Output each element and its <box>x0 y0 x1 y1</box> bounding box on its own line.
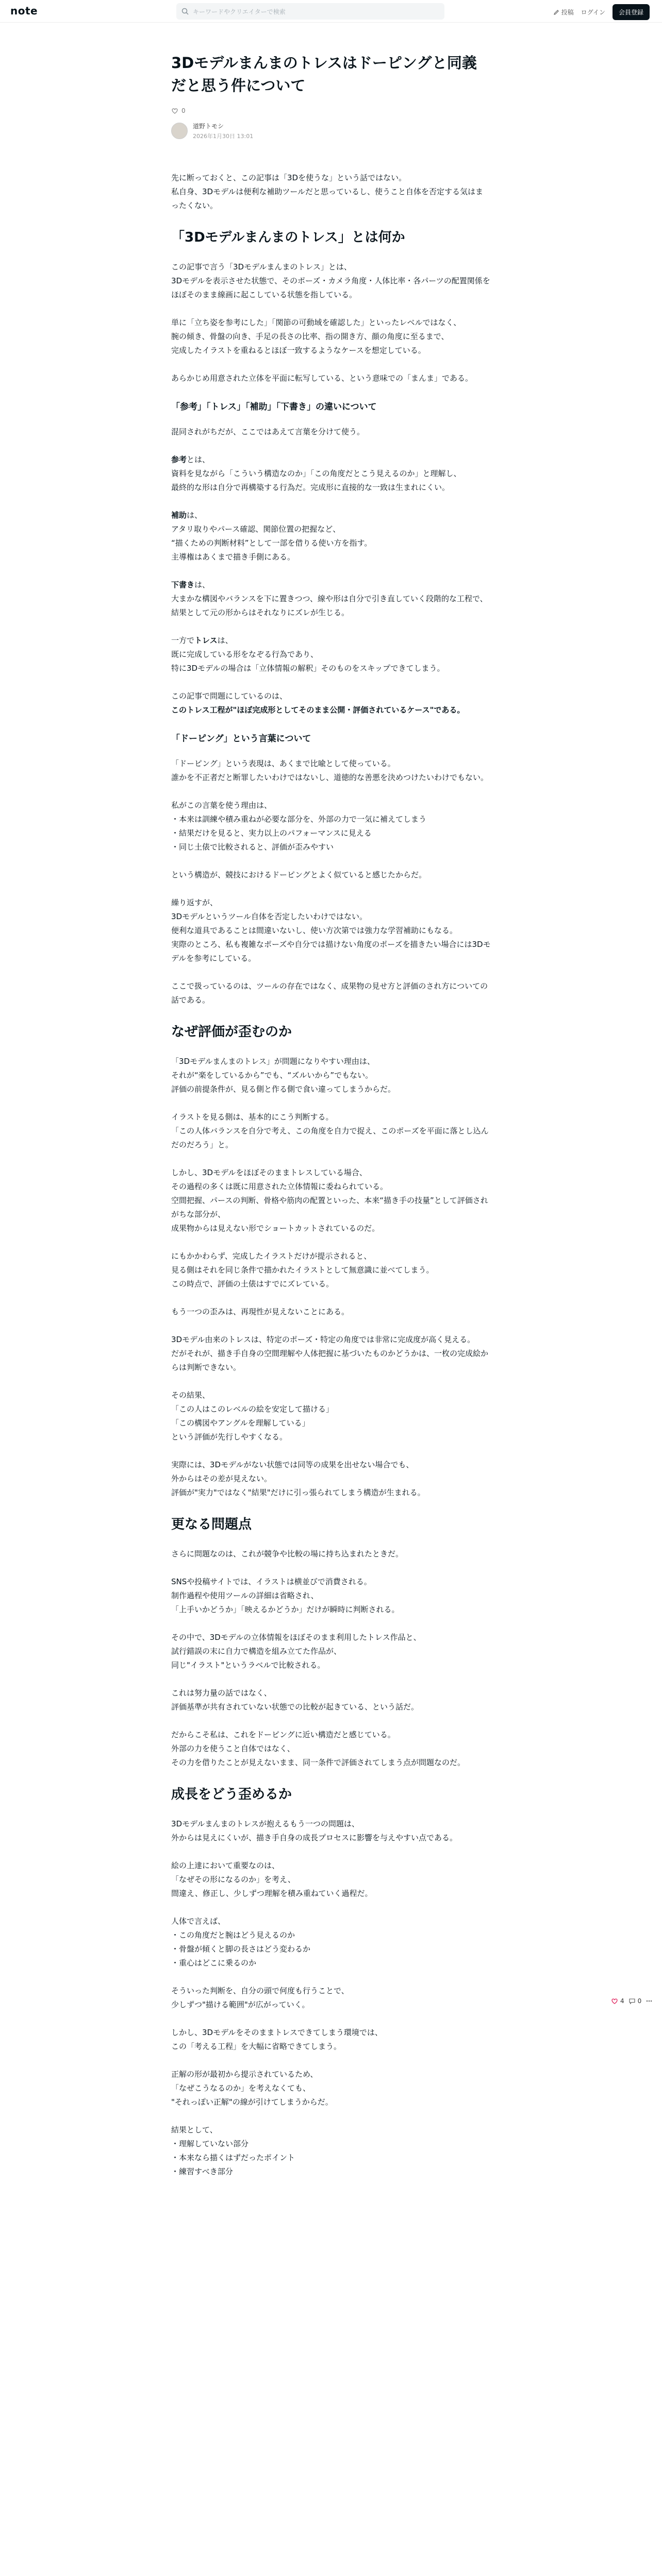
like-count: 0 <box>181 107 186 114</box>
article-body <box>171 171 491 2179</box>
term-text: は、 アタリ取りやパース確認、関節位置の把握など、 “描くための判断材料”として一部を借りる使い方を指す。 主導権はあくまで描き手側にある。 <box>171 511 372 562</box>
paragraph: 正解の形が最初から提示されているため、 「なぜこうなるのか」を考えなくても、 "それっぽい正解"の線が引けてしまうからだ。 <box>171 2070 333 2107</box>
paragraph: 繰り返すが、 3Dモデルというツール自体を否定したいわけではない。 便利な道具であることは間違いないし、使い方次第では強力な学習補助にもなる。 実際のところ、私も複雑なポーズや自分では描けない角度のポーズを描きたい場合には3Dモデルを参考にしている。 <box>171 898 491 963</box>
paragraph: だからこそ私は、これをドーピングに近い構造だと感じている。 外部の力を使うこと自体ではなく、 その力を借りたことが見えないまま、同一条件で評価されてしまう点が問題なのだ。 <box>171 1730 466 1767</box>
paragraph: その結果、 「この人はこのレベルの絵を安定して描ける」 「この構図やアングルを理解している」 という評価が先行しやすくなる。 <box>171 1391 334 1442</box>
paragraph: という構造が、競技におけるドーピングとよく似ていると感じたからだ。 <box>171 870 427 879</box>
paragraph: 私がこの言葉を使う理由は、 ・本来は訓練や積み重ねが必要な部分を、外部の力で一気に補えてしまう ・結果だけを見ると、実力以上のパフォーマンスに見える ・同じ土俵で比較されると、評価が歪みやすい <box>171 801 427 852</box>
term-text: とは、 資料を見ながら「こういう構造なのか」「この角度だとこう見えるのか」と理解し、 最終的な形は自分で再構築する行為だ。完成形に直接的な一致は生まれにくい。 <box>171 455 461 492</box>
post-label: 投稿 <box>561 9 574 16</box>
emphasis-text: このトレス工程が"ほぼ完成形としてそのまま公開・評価されているケース"である。 <box>171 705 465 715</box>
author-info[interactable] <box>171 122 491 140</box>
term-label: 参考 <box>171 455 187 464</box>
header-actions <box>553 4 650 20</box>
like-row <box>171 107 491 114</box>
more-icon <box>646 1997 653 2005</box>
paragraph: ここで扱っているのは、ツールの存在ではなく、成果物の見せ方と評価のされ方についての話である。 <box>171 981 488 1005</box>
float-like-count: 4 <box>620 1997 624 2005</box>
paragraph: この記事で言う「3Dモデルまんまのトレス」とは、 3Dモデルを表示させた状態で、そのポーズ・カメラ角度・人体比率・各パーツの配置関係をほぼそのまま線画に起こしている状態を指している。 <box>171 262 490 299</box>
section-heading: 成長をどう歪めるか <box>171 1787 292 1802</box>
paragraph <box>171 689 491 717</box>
section-heading: なぜ評価が歪むのか <box>171 1024 292 1040</box>
avatar[interactable] <box>171 123 188 139</box>
pen-icon <box>553 9 559 15</box>
paragraph: あらかじめ用意された立体を平面に転写している、という意味での「まんま」である。 <box>171 374 473 383</box>
sub-heading: 「参考」「トレス」「補助」「下書き」の違いについて <box>171 402 377 412</box>
paragraph: その中で、3Dモデルの立体情報をほぼそのまま利用したトレス作品と、 試行錯誤の末に自力で構造を組み立てた作品が、 同じ"イラスト"というラベルで比較される。 <box>171 1633 421 1670</box>
paragraph: しかし、3Dモデルをほぼそのままトレスしている場合、 その過程の多くは既に用意された立体情報に委ねられている。 空間把握、パースの判断、骨格や筋肉の配置といった、本来“描き手の技量”として評価されがちな部分が、 成果物からは見えない形でショートカットされているのだ。 <box>171 1168 488 1233</box>
paragraph: 人体で言えば、 ・この角度だと腕はどう見えるのか ・骨盤が傾くと脚の長さはどう変わるか ・重心はどこに乗るのか <box>171 1917 311 1968</box>
paragraph: にもかかわらず、完成したイラストだけが提示されると、 見る側はそれを同じ条件で描かれたイラストとして無意識に並べてしまう。 この時点で、評価の土俵はすでにズレている。 <box>171 1251 434 1289</box>
publish-date: 2026年1月30日 13:01 <box>193 133 254 140</box>
paragraph <box>171 578 491 620</box>
comment-button[interactable] <box>628 1997 642 2005</box>
author-name[interactable]: 道野トモシ <box>193 123 224 130</box>
site-header <box>0 0 662 23</box>
term-label: 下書き <box>171 580 195 589</box>
paragraph: しかし、3Dモデルをそのままトレスできてしまう環境では、 この「考える工程」を大幅に省略できてしまう。 <box>171 2028 383 2051</box>
term-prefix: 一方で <box>171 636 195 645</box>
paragraph: イラストを見る側は、基本的にこう判断する。 「この人体バランスを自分で考え、この角度を自力で捉え、このポーズを平面に落とし込んだのだろう」と。 <box>171 1112 489 1149</box>
intro-paragraph: 先に断っておくと、この記事は「3Dを使うな」という話ではない。 私自身、3Dモデルは便利な補助ツールだと思っているし、使うこと自体を否定する気はまったくない。 <box>171 173 484 210</box>
search-input[interactable] <box>176 3 444 20</box>
float-comment-count: 0 <box>637 1997 642 2005</box>
post-button[interactable] <box>553 8 574 16</box>
paragraph: 3Dモデル由来のトレスは、特定のポーズ・特定の角度では非常に完成度が高く見える。 だがそれが、描き手自身の空間理解や人体把握に基づいたものかどうかは、一枚の完成絵からは判断できない。 <box>171 1335 489 1372</box>
paragraph: 混同されがちだが、ここではあえて言葉を分けて使う。 <box>171 427 365 436</box>
paragraph: 単に「立ち姿を参考にした」「関節の可動域を確認した」といったレベルではなく、 腕の傾き、骨盤の向き、手足の長さの比率、指の開き方、顔の角度に至るまで、 完成したイラストを重ねるとほぼ一致するようなケースを想定している。 <box>171 318 461 355</box>
term-text: は、 大まかな構図やバランスを下に置きつつ、線や形は自分で引き直していく段階的な工程で、 結果として元の形からはそれなりにズレが生じる。 <box>171 580 488 617</box>
like-button[interactable] <box>611 1997 624 2005</box>
paragraph: さらに問題なのは、これが競争や比較の場に持ち込まれたときだ。 <box>171 1549 404 1558</box>
paragraph: もう一つの歪みは、再現性が見えないことにある。 <box>171 1307 350 1316</box>
article-title: 3Dモデルまんまのトレスはドーピングと同義だと思う件について <box>171 54 477 94</box>
more-button[interactable] <box>646 1997 653 2005</box>
term-label: トレス <box>194 636 218 645</box>
search-icon <box>181 8 189 15</box>
term-label: 補助 <box>171 511 187 520</box>
paragraph <box>171 634 491 675</box>
comment-icon <box>628 1997 636 2005</box>
heart-icon[interactable] <box>171 107 178 114</box>
paragraph: SNSや投稿サイトでは、イラストは横並びで消費される。 制作過程や使用ツールの詳細は省略され、 「上手いかどうか」「映えるかどうか」だけが瞬時に判断される。 <box>171 1577 400 1614</box>
paragraph: これは努力量の話ではなく、 評価基準が共有されていない状態での比較が起きている、という話だ。 <box>171 1688 419 1711</box>
paragraph-text: この記事で問題にしているのは、 <box>171 691 288 701</box>
section-heading: 更なる問題点 <box>171 1517 252 1532</box>
paragraph <box>171 509 491 564</box>
heart-icon <box>611 1997 618 2005</box>
paragraph: 「ドーピング」という表現は、あくまで比喩として使っている。 誰かを不正者だと断罪したいわけではないし、道徳的な善悪を決めつけたいわけでもない。 <box>171 759 489 782</box>
signup-button[interactable]: 会員登録 <box>613 4 650 20</box>
login-button[interactable]: ログイン <box>581 9 605 16</box>
note-logo[interactable]: note <box>10 5 38 17</box>
floating-actions <box>611 1997 653 2005</box>
sub-heading: 「ドーピング」という言葉について <box>171 734 311 744</box>
search-placeholder: キーワードやクリエイターで検索 <box>193 8 286 15</box>
paragraph: 「3Dモデルまんまのトレス」が問題になりやすい理由は、 それが“楽をしているから”でも、“ズルいから”でもない。 評価の前提条件が、見る側と作る側で食い違ってしまうからだ。 <box>171 1057 396 1094</box>
paragraph: 結果として、 ・理解していない部分 ・本来なら描くはずだったポイント ・練習すべき部分 <box>171 2125 295 2176</box>
paragraph: 3Dモデルまんまのトレスが抱えるもう一つの問題は、 外からは見えにくいが、描き手自身の成長プロセスに影響を与えやすい点である。 <box>171 1819 458 1842</box>
paragraph <box>171 453 491 495</box>
paragraph: 絵の上達において重要なのは、 「なぜその形になるのか」を考え、 間違え、修正し、少しずつ理解を積み重ねていく過程だ。 <box>171 1861 373 1898</box>
article <box>171 52 491 2193</box>
paragraph: 実際には、3Dモデルがない状態では同等の成果を出せない場合でも、 外からはその差が見えない。 評価が"実力"ではなく"結果"だけに引っ張られてしまう構造が生まれる。 <box>171 1460 425 1497</box>
section-heading: 「3Dモデルまんまのトレス」とは何か <box>171 230 405 245</box>
paragraph: そういった判断を、自分の頭で何度も行うことで、 少しずつ"描ける範囲"が広がっていく。 <box>171 1986 349 2009</box>
term-text: は、 既に完成している形をなぞる行為であり、 特に3Dモデルの場合は「立体情報の解釈」そのものをスキップできてしまう。 <box>171 636 445 673</box>
